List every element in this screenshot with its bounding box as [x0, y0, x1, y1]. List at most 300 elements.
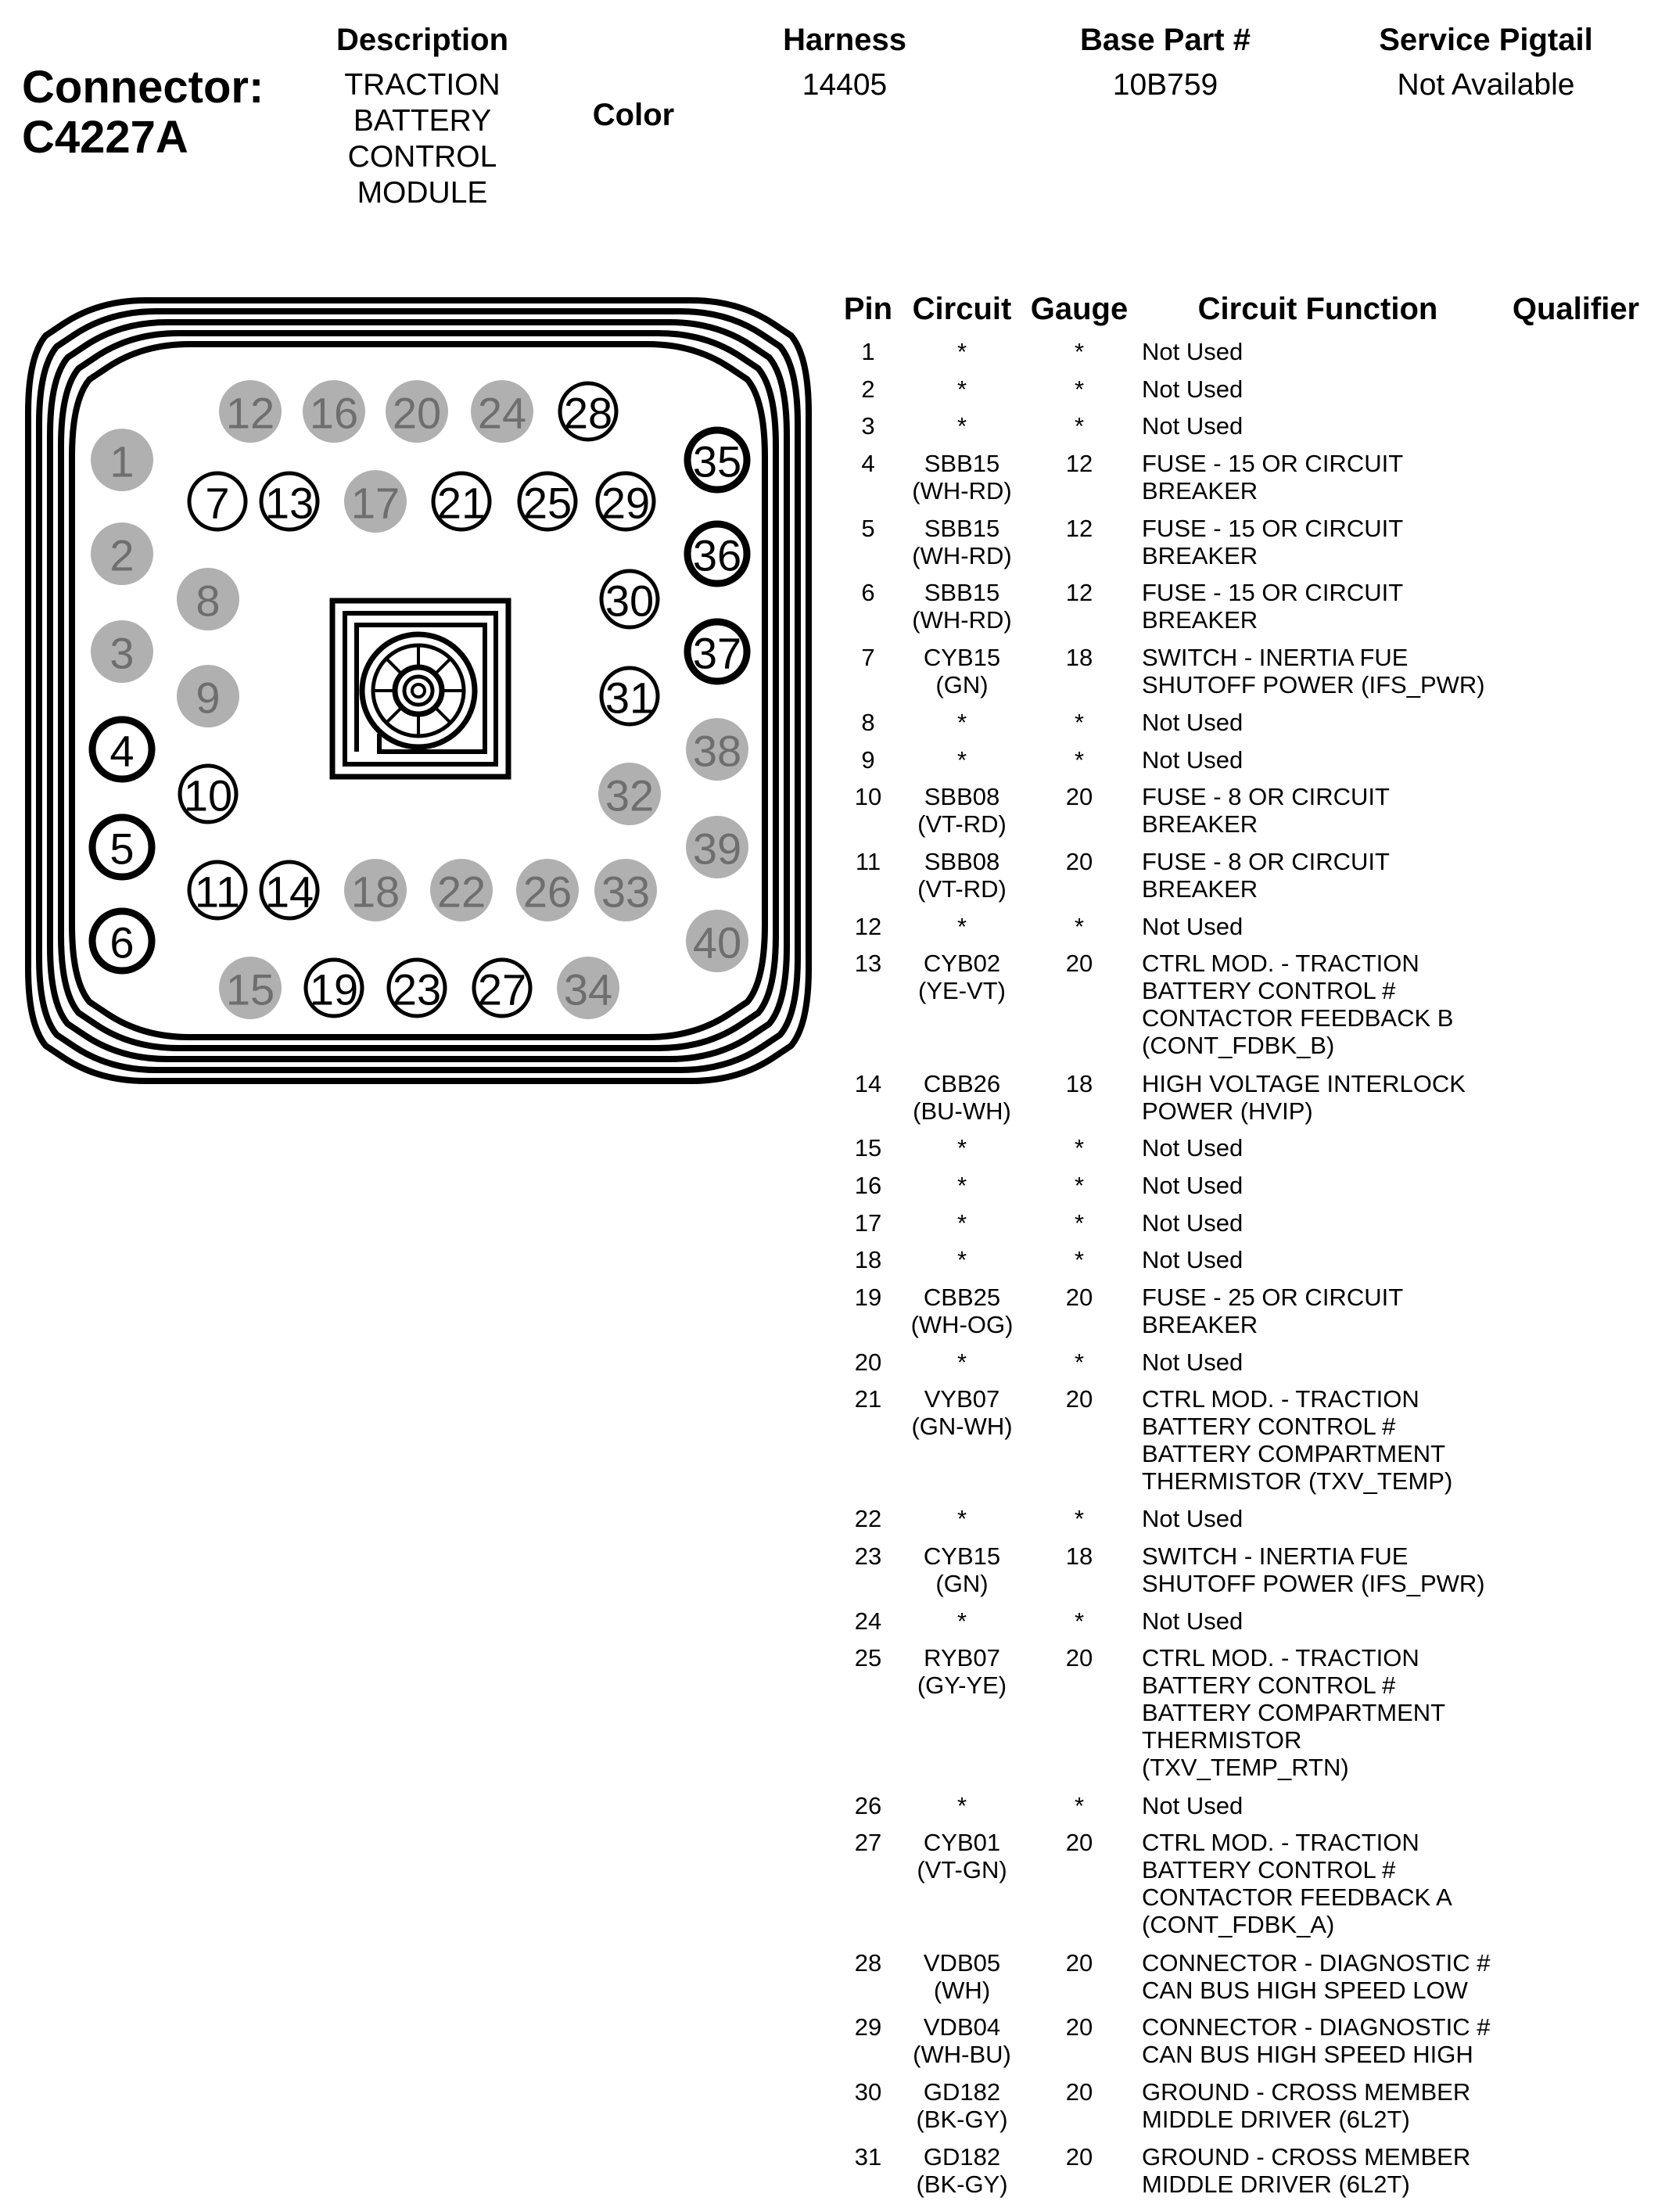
pin-2: [91, 522, 153, 585]
circuit-function: [1142, 783, 1533, 838]
pin-label: 26: [522, 867, 572, 917]
gauge: *: [1074, 1134, 1085, 1162]
pin-number: 13: [854, 950, 882, 978]
circuit-line: (GY-YE): [917, 1672, 1007, 1700]
pin-label: 40: [692, 917, 742, 968]
header-pin: Pin: [843, 292, 893, 326]
circuit-line: (GN): [935, 1570, 989, 1597]
circuit: [899, 644, 1025, 698]
base-part-label: Base Part #: [1080, 23, 1251, 57]
pin-number: 15: [854, 1134, 882, 1162]
service-pigtail-label: Service Pigtail: [1379, 23, 1593, 57]
circuit: [899, 913, 1025, 940]
circuit-function-line: CAN BUS HIGH SPEED LOW: [1142, 1976, 1468, 2004]
pin-number: 20: [854, 1348, 882, 1376]
gauge: 12: [1065, 514, 1093, 542]
pin-16: [303, 380, 365, 443]
circuit-function: [1142, 515, 1533, 569]
pin-number: 29: [854, 2013, 882, 2041]
description-value: [313, 67, 532, 211]
circuit-line: *: [956, 1607, 967, 1635]
circuit-line: (BU-WH): [913, 1097, 1011, 1125]
circuit-function: [1142, 913, 1533, 940]
pin-number: 9: [861, 745, 875, 774]
pin-number: 11: [855, 848, 881, 875]
header-qualifier: Qualifier: [1512, 292, 1640, 326]
circuit: [899, 1172, 1025, 1199]
circuit-line: (BK-GY): [916, 2106, 1008, 2134]
circuit-line: CYB02: [923, 950, 1001, 978]
connector-face-diagram: [23, 296, 813, 1086]
circuit-function: [1142, 1385, 1533, 1495]
pin-number: 27: [854, 1829, 882, 1857]
circuit-function: [1142, 1209, 1533, 1237]
pin-number: 30: [854, 2078, 882, 2106]
pin-label: 39: [692, 824, 742, 874]
gauge: 20: [1065, 1948, 1093, 1977]
circuit: [899, 2078, 1025, 2133]
pin-label: 2: [109, 530, 135, 580]
circuit-line: CYB01: [923, 1829, 1001, 1857]
circuit: [899, 1070, 1025, 1125]
header-circuit: Circuit: [912, 292, 1012, 326]
circuit-function-line: THERMISTOR: [1142, 1726, 1302, 1754]
gauge: *: [1074, 375, 1085, 403]
circuit-function-line: CTRL MOD. - TRACTION: [1142, 1385, 1419, 1413]
circuit-line: (GN-WH): [911, 1413, 1013, 1441]
pin-label: 25: [522, 478, 572, 528]
circuit-function-line: SHUTOFF POWER (IFS_PWR): [1142, 671, 1485, 699]
circuit-function-line: BREAKER: [1142, 476, 1258, 505]
circuit-function-line: BREAKER: [1142, 606, 1258, 634]
circuit-line: SBB15: [924, 514, 1000, 542]
pin-label: 12: [225, 388, 275, 438]
description-line: MODULE: [357, 176, 488, 210]
circuit-line: *: [956, 1348, 967, 1376]
gauge: 20: [1065, 783, 1093, 811]
circuit-function-line: FUSE - 8 OR CIRCUIT: [1142, 848, 1390, 875]
gauge: 20: [1065, 950, 1093, 978]
circuit-line: CBB26: [923, 1069, 1001, 1097]
circuit-line: *: [956, 912, 967, 940]
pin-7: [189, 473, 246, 530]
circuit-function: [1142, 1246, 1533, 1273]
connector-id: C4227A: [22, 112, 188, 163]
pin-label: 1: [109, 436, 135, 487]
pin-label: 32: [605, 770, 655, 821]
pin-label: 34: [563, 964, 613, 1014]
pin-10: [180, 766, 236, 822]
connector-label: Connector:: [22, 62, 264, 113]
circuit-line: CYB15: [923, 1542, 1001, 1570]
circuit: [899, 515, 1025, 569]
circuit-line: *: [956, 338, 967, 365]
pin-26: [516, 859, 579, 921]
pin-37: [687, 622, 747, 681]
circuit-function: [1142, 2013, 1533, 2068]
circuit-line: *: [956, 1172, 967, 1199]
circuit-function: [1142, 1070, 1533, 1125]
circuit-function-line: FUSE - 15 OR CIRCUIT: [1142, 514, 1404, 542]
pin-label: 14: [264, 867, 314, 917]
circuit-function-line: Not Used: [1142, 412, 1244, 440]
circuit-line: *: [956, 375, 967, 403]
circuit-line: *: [956, 1791, 967, 1819]
pin-number: 7: [861, 644, 875, 672]
pin-3: [91, 620, 153, 683]
gauge: 20: [1065, 2013, 1093, 2041]
circuit: [899, 1949, 1025, 2004]
pin-label: 15: [225, 964, 275, 1014]
circuit-function-line: GROUND - CROSS MEMBER: [1142, 2078, 1471, 2106]
circuit-function-line: (CONT_FDBK_A): [1142, 1911, 1335, 1939]
header-circuit-function: Circuit Function: [1197, 292, 1438, 326]
gauge: *: [1074, 912, 1085, 940]
circuit-function-line: Not Used: [1142, 1348, 1244, 1376]
circuit: [899, 709, 1025, 736]
pin-label: 22: [436, 867, 486, 917]
circuit-function-line: Not Used: [1142, 745, 1244, 774]
pin-label: 11: [194, 867, 241, 917]
pin-label: 7: [205, 478, 230, 528]
circuit-function: [1142, 709, 1533, 736]
pin-number: 23: [854, 1542, 882, 1570]
circuit: [899, 1385, 1025, 1440]
pin-17: [344, 470, 407, 533]
circuit-function-line: CONNECTOR - DIAGNOSTIC #: [1142, 1948, 1491, 1977]
pin-label: 38: [692, 726, 742, 776]
circuit-function-line: BREAKER: [1142, 541, 1258, 569]
gauge: 20: [1065, 1829, 1093, 1857]
circuit-function: [1142, 1134, 1533, 1162]
pin-label: 6: [109, 917, 135, 968]
pin-1: [91, 429, 153, 491]
gauge: 20: [1065, 848, 1093, 875]
harness-value: 14405: [802, 68, 888, 102]
circuit-line: (WH-BU): [913, 2041, 1011, 2069]
circuit-line: SBB15: [924, 579, 1000, 607]
pin-number: 1: [861, 338, 875, 365]
pin-38: [686, 718, 748, 781]
circuit-function-line: FUSE - 15 OR CIRCUIT: [1142, 449, 1404, 477]
gauge: 18: [1065, 1069, 1093, 1097]
circuit-function: [1142, 1829, 1533, 1938]
circuit-function-line: Not Used: [1142, 912, 1244, 940]
gauge: *: [1074, 709, 1085, 736]
base-part-column: [1048, 22, 1283, 103]
pin-number: 21: [854, 1385, 882, 1413]
pin-number: 10: [854, 783, 882, 811]
pin-13: [261, 473, 318, 530]
pin-30: [601, 571, 658, 627]
circuit-line: (WH-RD): [912, 476, 1012, 505]
pin-39: [686, 816, 748, 878]
pin-number: 26: [854, 1791, 882, 1819]
gauge: *: [1074, 745, 1085, 774]
pin-number: 25: [854, 1644, 882, 1672]
pin-28: [560, 383, 616, 440]
circuit-function: [1142, 1792, 1533, 1819]
pin-label: 10: [183, 770, 233, 821]
circuit-function-line: SHUTOFF POWER (IFS_PWR): [1142, 1570, 1485, 1597]
harness-label: Harness: [783, 23, 906, 57]
pin-40: [686, 910, 748, 972]
pin-6: [92, 911, 152, 971]
circuit-function-line: Not Used: [1142, 1607, 1244, 1635]
pin-number: 28: [854, 1948, 882, 1977]
pin-23: [389, 960, 445, 1016]
pin-number: 14: [854, 1069, 882, 1097]
pin-34: [557, 957, 619, 1019]
circuit-line: *: [956, 412, 967, 440]
circuit: [899, 1209, 1025, 1237]
pin-label: 24: [477, 388, 527, 438]
pin-number: 5: [861, 514, 875, 542]
gauge: 20: [1065, 1283, 1093, 1311]
gauge: *: [1074, 412, 1085, 440]
center-latch: [332, 601, 508, 777]
circuit-line: GD182: [923, 2143, 1001, 2171]
circuit-function-line: CTRL MOD. - TRACTION: [1142, 950, 1419, 978]
pin-32: [598, 763, 661, 825]
pin-15: [219, 957, 282, 1019]
circuit: [899, 1644, 1025, 1699]
pin-label: 37: [692, 628, 742, 678]
circuit-line: GD182: [923, 2078, 1001, 2106]
circuit-function: [1142, 338, 1533, 365]
circuit-line: (WH-OG): [910, 1310, 1014, 1338]
service-pigtail-column: [1353, 22, 1619, 103]
pin-number: 22: [854, 1505, 882, 1533]
circuit-line: SBB15: [924, 449, 1000, 477]
gauge: *: [1074, 1505, 1085, 1533]
circuit-function: [1142, 579, 1533, 634]
circuit-line: VDB05: [923, 1948, 1001, 1977]
pin-label: 4: [109, 726, 135, 776]
color-label: Color: [592, 98, 675, 132]
pin-label: 17: [350, 478, 400, 528]
circuit: [899, 1348, 1025, 1376]
circuit-line: *: [956, 1246, 967, 1274]
circuit-function-line: BATTERY COMPARTMENT: [1142, 1440, 1446, 1468]
circuit-line: SBB08: [924, 848, 1000, 875]
circuit-line: (YE-VT): [918, 977, 1006, 1005]
circuit-line: VYB07: [924, 1385, 1000, 1413]
circuit-function-line: Not Used: [1142, 1791, 1244, 1819]
pin-29: [598, 473, 654, 530]
gauge: 20: [1065, 2078, 1093, 2106]
circuit-line: (VT-RD): [917, 875, 1007, 903]
pin-number: 2: [861, 375, 875, 403]
connector-title: [22, 63, 264, 163]
circuit-function-line: SWITCH - INERTIA FUE: [1142, 1542, 1409, 1570]
circuit-line: *: [956, 1134, 967, 1162]
circuit-function-line: Not Used: [1142, 1246, 1244, 1274]
circuit-function-line: FUSE - 8 OR CIRCUIT: [1142, 783, 1390, 811]
circuit-line: (VT-RD): [917, 810, 1007, 838]
circuit-function: [1142, 2143, 1533, 2198]
circuit-function: [1142, 412, 1533, 440]
pin-number: 16: [854, 1172, 882, 1199]
circuit-function-line: CONTACTOR FEEDBACK B: [1142, 1004, 1454, 1032]
circuit-function-line: SWITCH - INERTIA FUE: [1142, 644, 1409, 672]
circuit-function-line: BATTERY COMPARTMENT: [1142, 1699, 1446, 1727]
pin-4: [92, 720, 152, 779]
harness-column: [751, 22, 938, 103]
circuit-function-line: BATTERY CONTROL #: [1142, 1856, 1396, 1884]
pin-number: 6: [861, 579, 875, 607]
circuit-function-line: CTRL MOD. - TRACTION: [1142, 1829, 1419, 1857]
gauge: *: [1074, 338, 1085, 365]
circuit-function-line: THERMISTOR (TXV_TEMP): [1142, 1467, 1453, 1496]
pin-label: 31: [605, 673, 655, 723]
gauge: 20: [1065, 1644, 1093, 1672]
circuit-line: (WH-RD): [912, 606, 1012, 634]
pin-number: 12: [854, 912, 882, 940]
circuit-function: [1142, 2078, 1533, 2133]
pin-label: 19: [309, 964, 359, 1014]
circuit: [899, 412, 1025, 440]
description-column: [313, 22, 532, 211]
gauge: *: [1074, 1791, 1085, 1819]
circuit: [899, 1829, 1025, 1883]
pin-number: 8: [861, 709, 875, 736]
circuit-function-line: Not Used: [1142, 1172, 1244, 1199]
pin-number: 18: [854, 1246, 882, 1274]
circuit-line: VDB04: [923, 2013, 1001, 2041]
circuit-function-line: (CONT_FDBK_B): [1142, 1032, 1335, 1060]
gauge: *: [1074, 1607, 1085, 1635]
pin-31: [601, 668, 658, 724]
pin-33: [594, 859, 657, 921]
circuit-line: *: [956, 1208, 967, 1237]
circuit: [899, 1284, 1025, 1338]
circuit-function: [1142, 1949, 1533, 2004]
circuit-line: RYB07: [924, 1644, 1000, 1672]
circuit-function-line: CAN BUS HIGH SPEED HIGH: [1142, 2041, 1473, 2069]
pin-number: 3: [861, 412, 875, 440]
circuit-function-line: Not Used: [1142, 375, 1244, 403]
circuit-line: CYB15: [923, 644, 1001, 672]
circuit: [899, 450, 1025, 505]
pin-22: [430, 859, 493, 921]
pin-18: [344, 859, 407, 921]
circuit-function-line: MIDDLE DRIVER (6L2T): [1142, 2106, 1410, 2134]
pin-number: 31: [854, 2143, 882, 2171]
pin-19: [306, 960, 362, 1016]
pin-5: [92, 817, 152, 877]
circuit-line: SBB08: [924, 783, 1000, 811]
circuit-function: [1142, 450, 1533, 505]
circuit-function-line: Not Used: [1142, 1208, 1244, 1237]
circuit-function: [1142, 1505, 1533, 1532]
circuit-function-line: FUSE - 15 OR CIRCUIT: [1142, 579, 1404, 607]
circuit-function: [1142, 1607, 1533, 1635]
pin-21: [433, 473, 490, 530]
circuit: [899, 2013, 1025, 2068]
circuit-function: [1142, 950, 1533, 1059]
circuit-function-line: Not Used: [1142, 1134, 1244, 1162]
pin-label: 21: [436, 478, 486, 528]
circuit-function-line: BREAKER: [1142, 1310, 1258, 1338]
circuit-function: [1142, 848, 1533, 903]
circuit-function-line: CONTACTOR FEEDBACK A: [1142, 1883, 1452, 1912]
pin-27: [474, 960, 530, 1016]
circuit-function: [1142, 1172, 1533, 1199]
circuit-function: [1142, 375, 1533, 403]
pin-label: 23: [392, 964, 442, 1014]
circuit-line: (VT-GN): [917, 1856, 1007, 1884]
circuit: [899, 338, 1025, 365]
pin-number: 4: [861, 449, 875, 477]
gauge: 12: [1065, 579, 1093, 607]
pin-11: [189, 862, 246, 918]
pin-number: 19: [854, 1283, 882, 1311]
circuit: [899, 783, 1025, 838]
circuit-function-line: Not Used: [1142, 338, 1244, 365]
circuit: [899, 1792, 1025, 1819]
pin-label: 28: [563, 388, 613, 438]
pin-36: [687, 524, 747, 584]
header-gauge: Gauge: [1030, 292, 1129, 326]
pin-label: 30: [605, 576, 655, 626]
pin-label: 36: [692, 530, 742, 580]
circuit: [899, 1134, 1025, 1162]
circuit-function-line: BREAKER: [1142, 875, 1258, 903]
circuit-function-line: HIGH VOLTAGE INTERLOCK: [1142, 1069, 1466, 1097]
gauge: *: [1074, 1348, 1085, 1376]
pin-25: [519, 473, 576, 530]
description-line: BATTERY: [353, 104, 492, 138]
circuit: [899, 375, 1025, 403]
circuit: [899, 579, 1025, 634]
pin-20: [386, 380, 448, 443]
circuit-function-line: GROUND - CROSS MEMBER: [1142, 2143, 1471, 2171]
circuit-line: (BK-GY): [916, 2171, 1008, 2198]
description-line: CONTROL: [347, 140, 497, 174]
pin-label: 33: [601, 867, 651, 917]
pin-label: 18: [350, 867, 400, 917]
pin-8: [177, 568, 239, 630]
circuit-function-line: POWER (HVIP): [1142, 1097, 1313, 1125]
circuit: [899, 950, 1025, 1004]
pin-12: [219, 380, 282, 443]
circuit-function: [1142, 644, 1533, 698]
gauge: 12: [1065, 449, 1093, 477]
pin-label: 9: [196, 673, 221, 723]
circuit-function-line: FUSE - 25 OR CIRCUIT: [1142, 1283, 1404, 1311]
pin-label: 13: [264, 478, 314, 528]
pin-label: 8: [196, 576, 221, 626]
circuit: [899, 1246, 1025, 1273]
pin-number: 17: [854, 1208, 882, 1237]
pin-label: 35: [692, 436, 742, 487]
service-pigtail-value: Not Available: [1397, 68, 1575, 102]
gauge: 20: [1065, 1385, 1093, 1413]
base-part-value: 10B759: [1112, 68, 1218, 102]
pin-9: [177, 665, 239, 727]
circuit: [899, 1542, 1025, 1597]
pin-label: 5: [109, 824, 135, 874]
circuit-line: CBB25: [923, 1283, 1001, 1311]
pin-label: 16: [309, 388, 359, 438]
circuit: [899, 1607, 1025, 1635]
circuit: [899, 848, 1025, 903]
circuit: [899, 2143, 1025, 2198]
description-line: TRACTION: [344, 68, 501, 102]
circuit-function-line: BATTERY CONTROL #: [1142, 1672, 1396, 1700]
circuit: [899, 746, 1025, 774]
